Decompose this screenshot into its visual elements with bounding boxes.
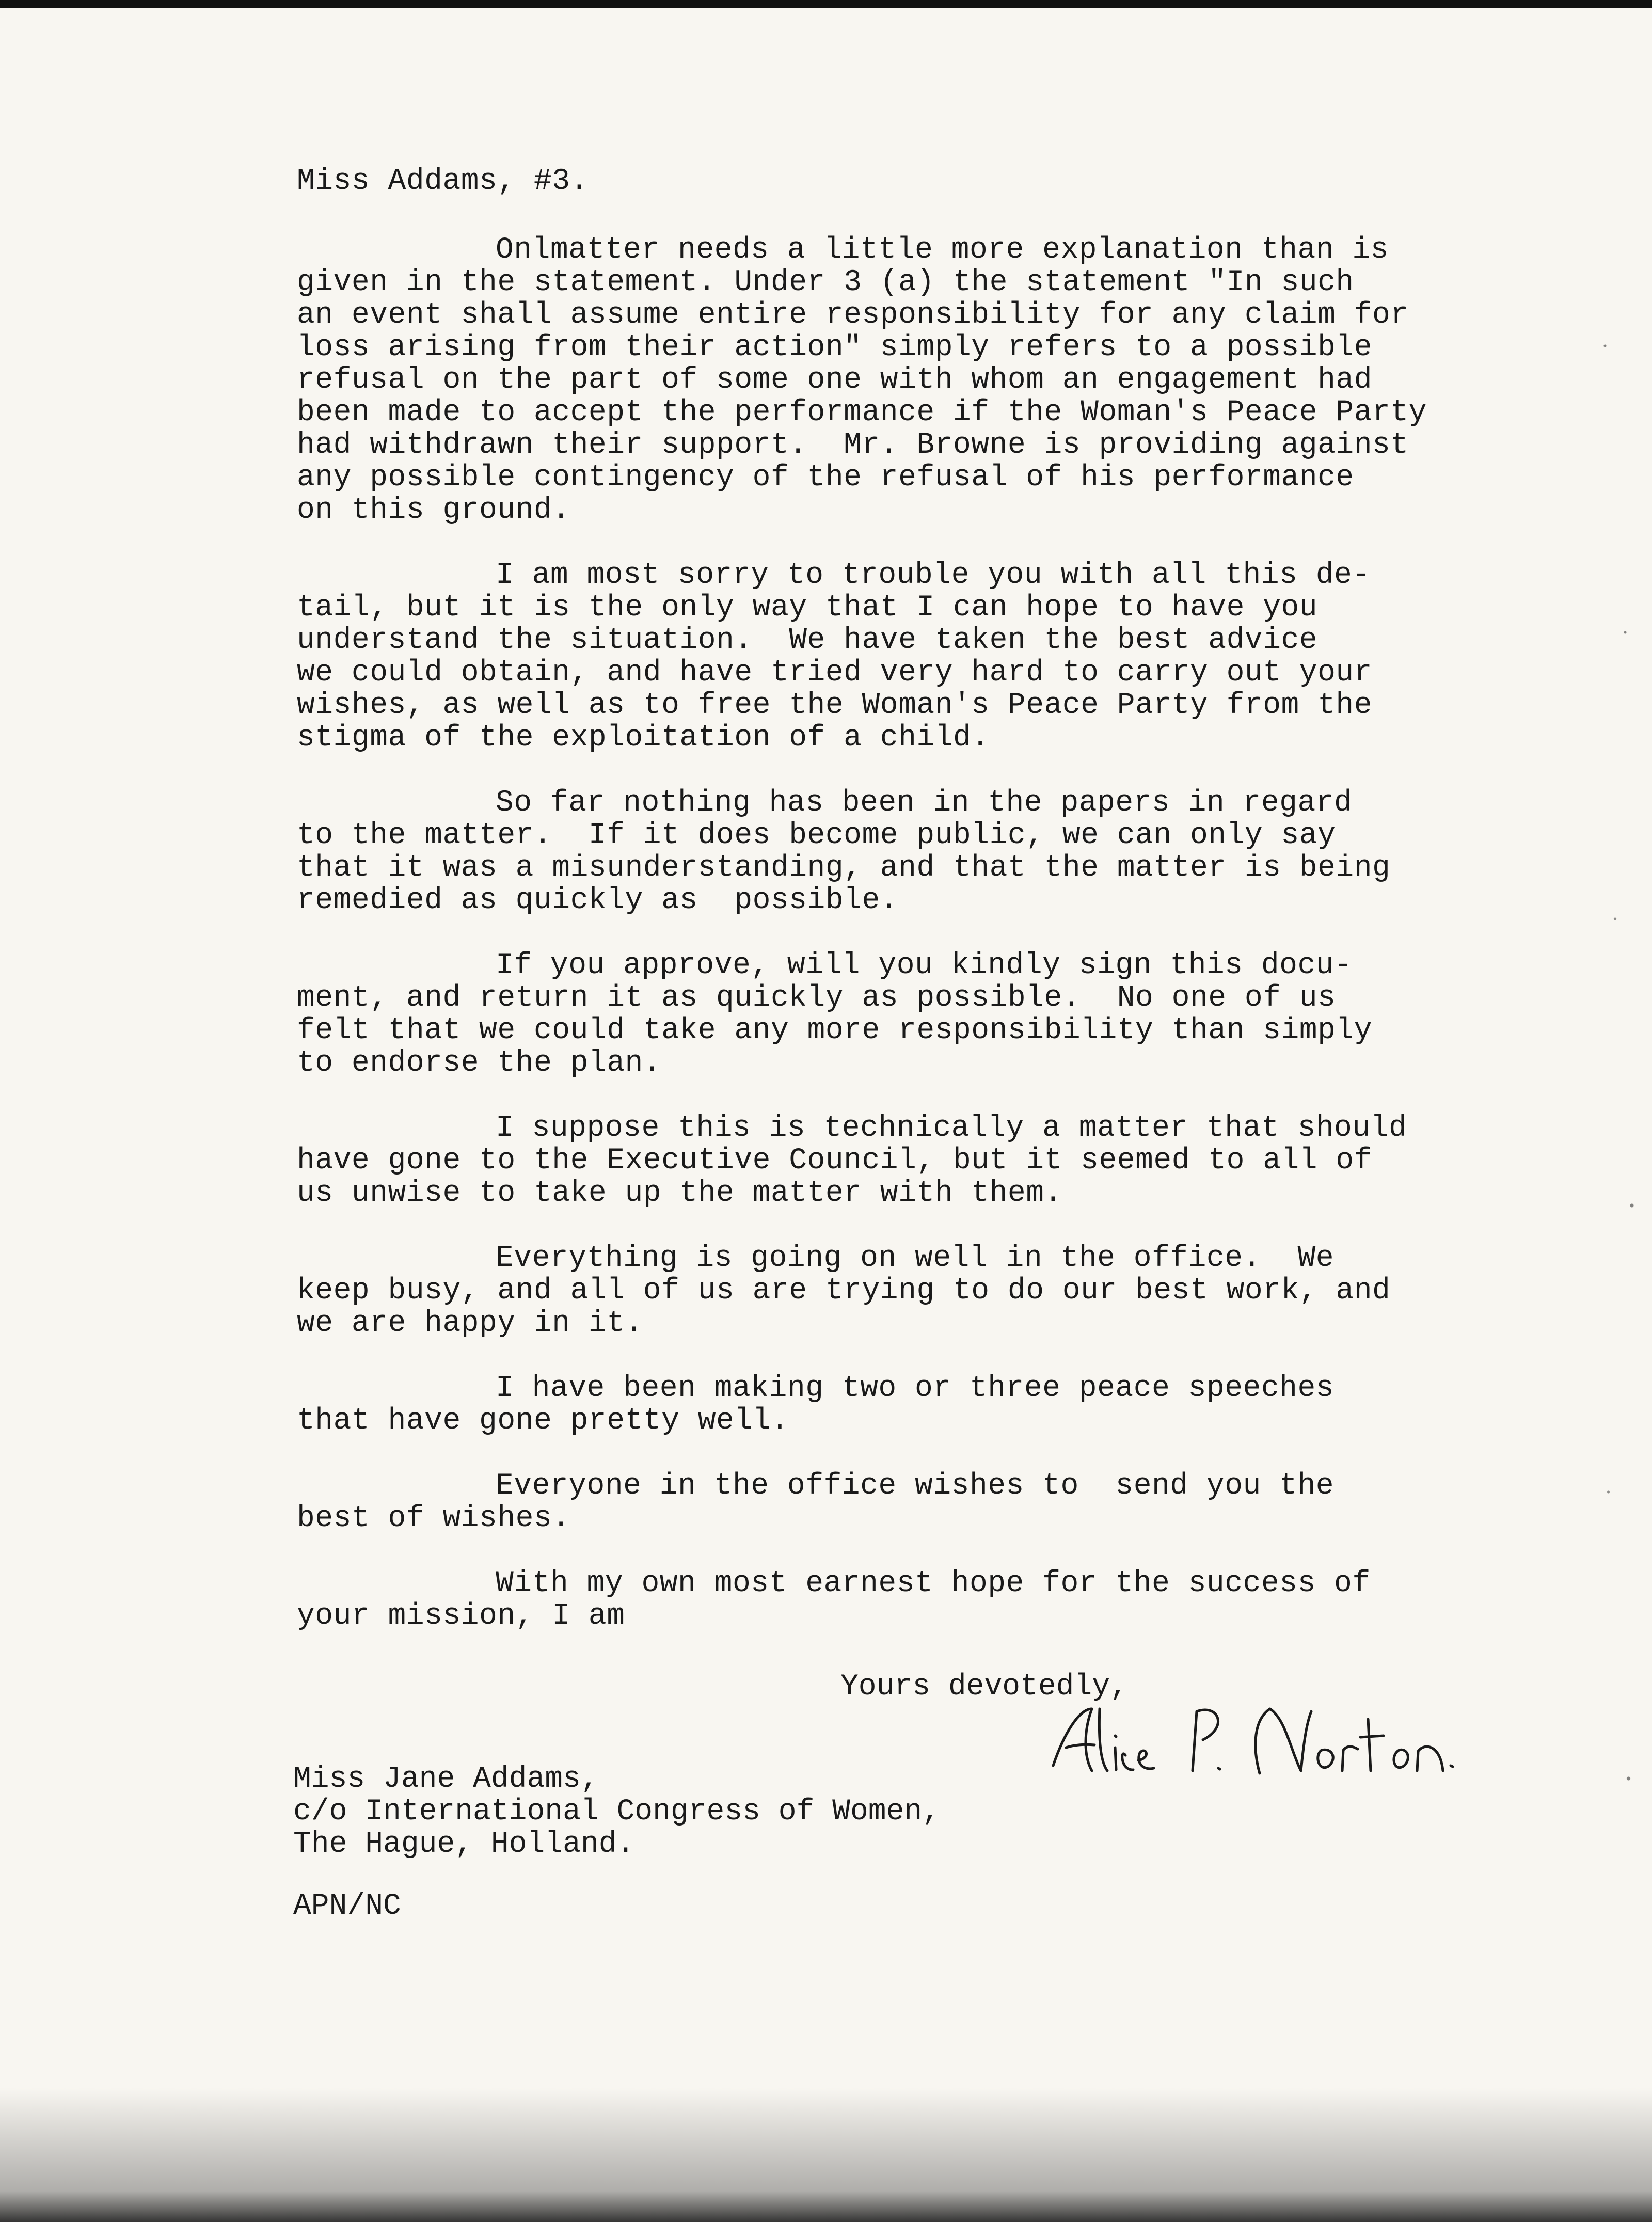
address-line: Miss Jane Addams, (293, 1763, 599, 1796)
recipient-address (293, 1763, 940, 1861)
paragraph-line: wishes, as well as to free the Woman's Peace Party from the (297, 689, 1373, 722)
address-line: The Hague, Holland. (293, 1828, 635, 1861)
paragraph-line: loss arising from their action" simply refers to a possible (297, 331, 1373, 364)
paragraph (297, 1470, 1520, 1535)
paragraph-line: So far nothing has been in the papers in regard (496, 786, 1353, 820)
paragraph-line: on this ground. (297, 494, 570, 527)
paragraph-line: been made to accept the performance if the Woman's Peace Party (297, 396, 1427, 430)
letter-body (297, 165, 1520, 1665)
paragraph-line: Everyone in the office wishes to send you the (496, 1469, 1335, 1503)
scan-bottom-noise (0, 2088, 1652, 2222)
address-lines (293, 1763, 940, 1861)
paragraph (297, 1112, 1520, 1210)
paragraph-line: we could obtain, and have tried very hard to carry out your (297, 656, 1373, 690)
paragraph-line: felt that we could take any more responsibility than simply (297, 1014, 1373, 1047)
paragraph-line: we are happy in it. (297, 1307, 643, 1340)
paragraph-line: If you approve, will you kindly sign this docu- (496, 949, 1353, 982)
closing: Yours devotedly, (840, 1670, 1128, 1704)
paragraph-line: any possible contingency of the refusal of his performance (297, 461, 1354, 495)
paragraph (297, 787, 1520, 917)
paragraph (297, 1372, 1520, 1437)
paragraph-line: With my own most earnest hope for the success of (496, 1567, 1371, 1600)
paragraph-line: I have been making two or three peace speeches (496, 1372, 1335, 1405)
paragraph-line: stigma of the exploitation of a child. (297, 721, 990, 755)
reference-initials: APN/NC (293, 1890, 401, 1923)
paragraph-line: Onlmatter needs a little more explanation than is (496, 233, 1389, 267)
paragraph-line: us unwise to take up the matter with them. (297, 1177, 1062, 1210)
scan-top-edge (0, 0, 1652, 8)
handwritten-signature (1043, 1688, 1466, 1797)
paragraph-line: have gone to the Executive Council, but it seemed to all of (297, 1144, 1373, 1178)
paragraph-line: that have gone pretty well. (297, 1404, 789, 1438)
paragraph-line: understand the situation. We have taken the best advice (297, 624, 1318, 657)
address-line: c/o International Congress of Women, (293, 1795, 941, 1829)
paragraph (297, 1567, 1520, 1632)
paragraph-line: I am most sorry to trouble you with all this de- (496, 559, 1371, 592)
paragraph-line: that it was a misunderstanding, and that the matter is being (297, 851, 1391, 885)
paragraph-line: tail, but it is the only way that I can hope to have you (297, 591, 1318, 625)
paragraph-line: ment, and return it as quickly as possible. No one of us (297, 981, 1336, 1015)
paragraph-line: to the matter. If it does become public, we can only say (297, 819, 1336, 852)
paragraph-line: I suppose this is technically a matter that should (496, 1112, 1407, 1145)
paragraph-line: your mission, I am (297, 1599, 625, 1633)
paragraph (297, 1242, 1520, 1340)
paragraph-line: had withdrawn their support. Mr. Browne is providing against (297, 428, 1409, 462)
paragraph-line: best of wishes. (297, 1502, 570, 1535)
paragraph-line: keep busy, and all of us are trying to do our best work, and (297, 1274, 1391, 1308)
paragraph-line: given in the statement. Under 3 (a) the statement "In such (297, 266, 1354, 299)
paragraph (297, 234, 1520, 527)
paragraph (297, 559, 1520, 754)
scan-speckle (1585, 155, 1652, 2065)
paragraph-line: an event shall assume entire responsibility for any claim for (297, 298, 1409, 332)
paragraph-line: refusal on the part of some one with whom an engagement had (297, 363, 1373, 397)
paragraph (297, 949, 1520, 1080)
paragraph-line: remedied as quickly as possible. (297, 884, 899, 917)
paragraph-line: to endorse the plan. (297, 1046, 662, 1080)
paragraph-list (297, 234, 1520, 1632)
letter-header: Miss Addams, #3. (297, 165, 589, 198)
paragraph-line: Everything is going on well in the office. We (496, 1242, 1335, 1275)
